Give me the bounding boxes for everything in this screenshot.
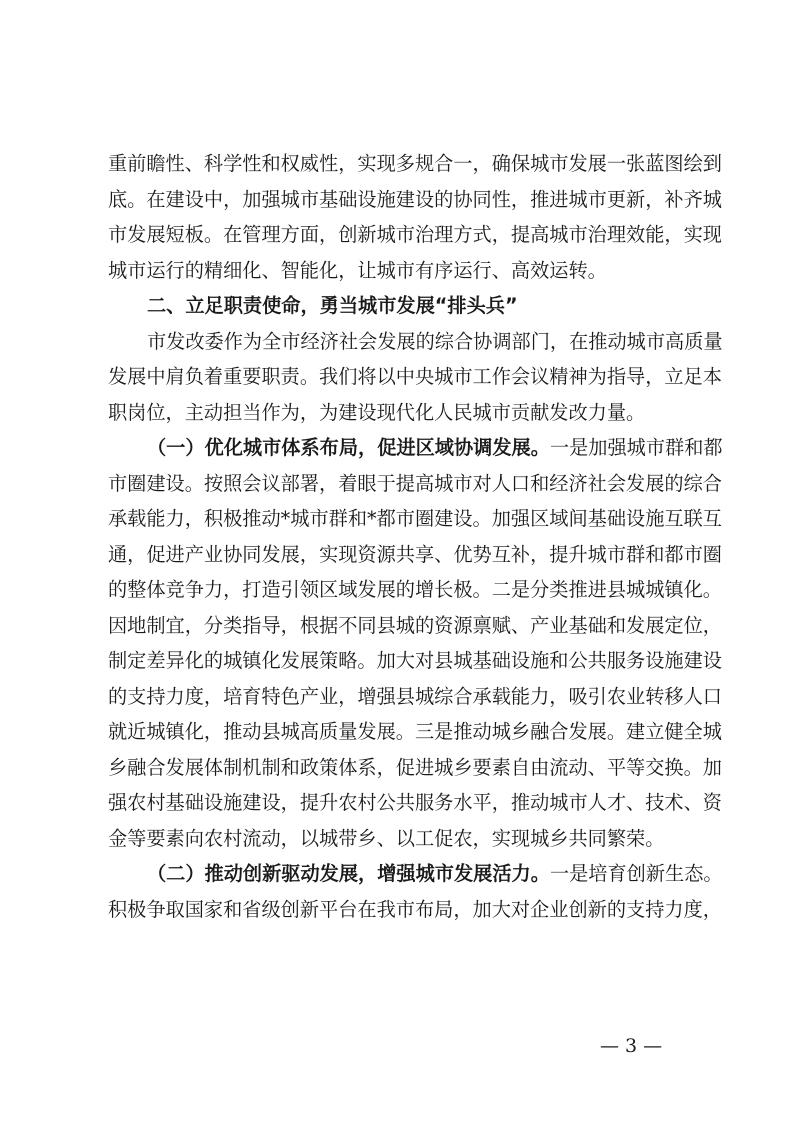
document-body <box>108 146 723 927</box>
text-line: 通，促进产业协同发展，实现资源共享、优势互补，提升城市群和都市圈 <box>108 542 722 566</box>
subsection-heading: （二）推动创新驱动发展，增强城市发展活力。 <box>147 862 550 885</box>
text-run: 一是培育创新生态。 <box>549 862 723 885</box>
paragraph-urban-planning <box>108 146 722 288</box>
text-line: 底。在建设中，加强城市基础设施建设的协同性，推进城市更新，补齐城 <box>108 187 722 211</box>
text-line <box>108 430 723 466</box>
text-line: 发展中肩负着重要职责。我们将以中央城市工作会议精神为指导，立足本 <box>108 365 722 388</box>
text-line: 的整体竞争力，打造引领区域发展的增长极。二是分类推进县城城镇化。 <box>108 578 722 601</box>
text-line: 就近城镇化，推动县城高质量发展。三是推动城乡融合发展。建立健全城 <box>108 720 722 743</box>
text-line: 重前瞻性、科学性和权威性，实现多规合一，确保城市发展一张蓝图绘到 <box>108 152 722 175</box>
text-line <box>108 856 723 892</box>
paragraph-urban-system <box>108 430 723 856</box>
text-line: 制定差异化的城镇化发展策略。加大对县城基础设施和公共服务设施建设 <box>108 649 722 672</box>
text-run: 一是加强城市群和都 <box>549 436 723 459</box>
text-line: 强农村基础设施建设，提升农村公共服务水平，推动城市人才、技术、资 <box>108 791 722 814</box>
paragraph-ndrc-role <box>108 324 723 431</box>
text-line: 承载能力，积极推动*城市群和*都市圈建设。加强区域间基础设施互联互 <box>108 507 722 530</box>
text-line: 的支持力度，培育特色产业，增强县城综合承载能力，吸引农业转移人口 <box>108 684 722 708</box>
text-line: 因地制宜，分类指导，根据不同县城的资源禀赋、产业基础和发展定位， <box>108 613 722 637</box>
section-heading: 二、立足职责使命，勇当城市发展“排头兵” <box>147 294 518 317</box>
text-line: 积极争取国家和省级创新平台在我市布局，加大对企业创新的支持力度， <box>108 897 722 921</box>
page-number: — 3 — <box>600 1035 663 1057</box>
text-line: 市发改委作为全市经济社会发展的综合协调部门，在推动城市高质量 <box>147 329 723 353</box>
text-line: 乡融合发展体制机制和政策体系，促进城乡要素自由流动、平等交换。加 <box>108 755 722 779</box>
text-line: 职岗位，主动担当作为，为建设现代化人民城市贡献发改力量。 <box>108 400 646 424</box>
text-line: 金等要素向农村流动，以城带乡、以工促农，实现城乡共同繁荣。 <box>108 826 665 850</box>
text-line: 城市运行的精细化、智能化，让城市有序运行、高效运转。 <box>108 258 607 282</box>
text-line: 市发展短板。在管理方面，创新城市治理方式，提高城市治理效能，实现 <box>108 223 722 246</box>
subsection-heading: （一）优化城市体系布局，促进区域协调发展。 <box>147 436 550 459</box>
text-line: 市圈建设。按照会议部署，着眼于提高城市对人口和经济社会发展的综合 <box>108 471 722 495</box>
paragraph-innovation <box>108 856 723 927</box>
